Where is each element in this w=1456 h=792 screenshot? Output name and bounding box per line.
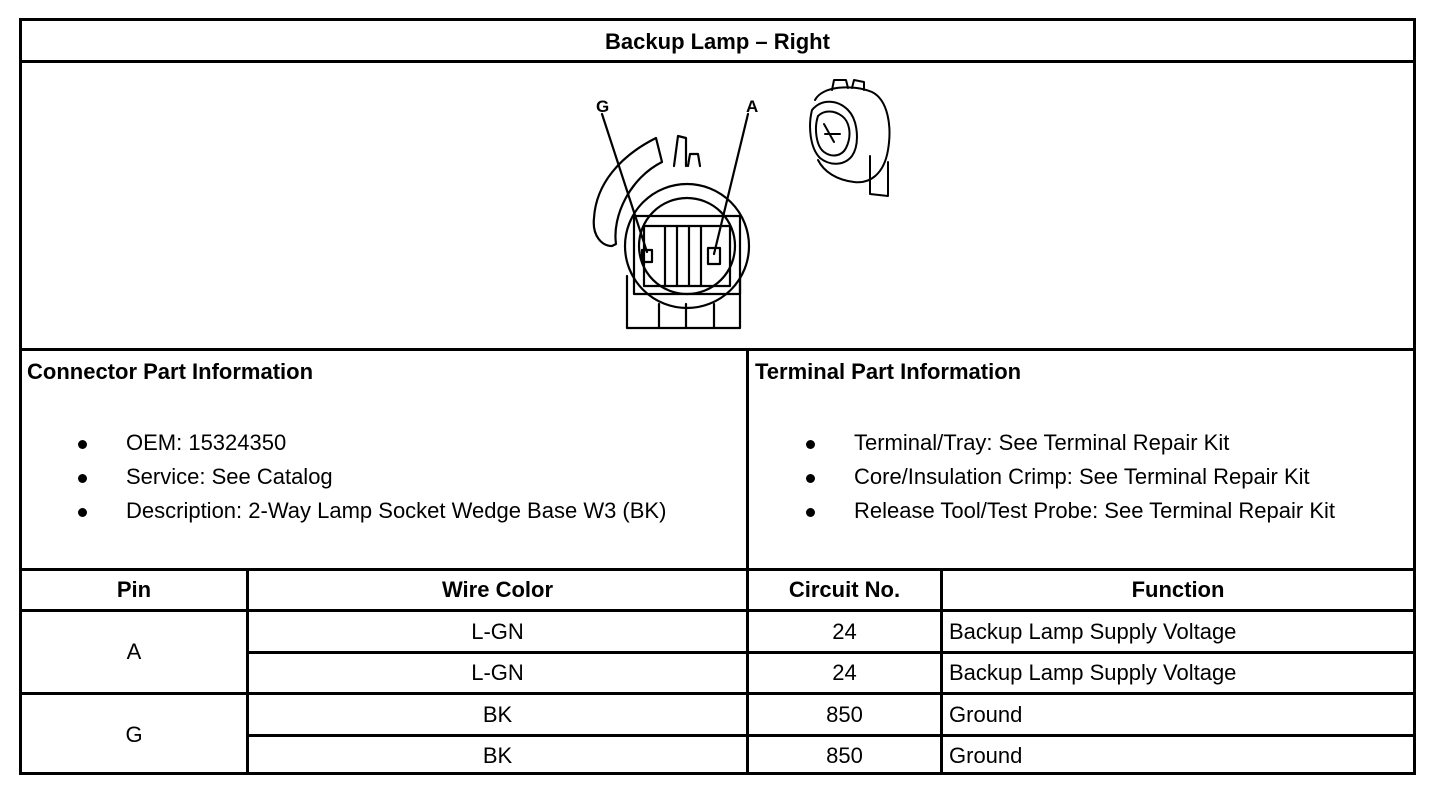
function-cell: Backup Lamp Supply Voltage — [949, 660, 1237, 685]
divider — [22, 348, 1413, 351]
wire-color-cell: BK — [482, 701, 513, 727]
bullet-icon — [806, 508, 815, 517]
divider — [746, 351, 749, 569]
terminal-info-heading: Terminal Part Information — [755, 359, 1022, 384]
bullet-icon — [78, 508, 87, 517]
function-cell: Ground — [949, 743, 1023, 768]
page-title: Backup Lamp – Right — [605, 29, 830, 54]
wire-color-cell: L-GN — [471, 618, 524, 644]
wire-color-cell: L-GN — [471, 660, 524, 685]
pin-cell-g: G — [125, 722, 143, 747]
bullet-icon — [806, 440, 815, 449]
pin-label-a: A — [746, 97, 759, 116]
column-header-function: Function — [1131, 577, 1225, 602]
circuit-cell: 850 — [826, 743, 863, 768]
connector-drawing — [22, 66, 1413, 349]
function-cell: Backup Lamp Supply Voltage — [949, 618, 1237, 644]
bullet-icon — [78, 440, 87, 449]
circuit-cell: 24 — [832, 618, 857, 644]
connector-sheet: Backup Lamp – Right G A Connector Part Information OEM: 15324350 Service: See Catalog Description: 2-Way Lamp Socket Wedge Base W3 (BK) Terminal Part Information Terminal/Tray: See Terminal Repair Kit Core/Insulation Crimp: See Terminal Repair Kit Release Tool/Test Probe: See Terminal Repair Kit Pin Wire Color Circuit No. Function A G L-GN 24 Backup Lamp Supply Voltage L-GN 24 Backup Lamp Supply Voltage BK 850 Ground BK 850 Ground — [19, 18, 1416, 775]
connector-diagram — [22, 66, 1413, 349]
column-header-circuit: Circuit No. — [788, 577, 901, 602]
bullet-icon — [806, 474, 815, 483]
bullet-icon — [78, 474, 87, 483]
divider — [22, 60, 1413, 63]
circuit-cell: 24 — [832, 660, 857, 685]
wire-color-cell: BK — [482, 743, 513, 768]
pin-label-g: G — [596, 97, 610, 116]
column-header-pin: Pin — [116, 577, 152, 602]
pin-cell-a: A — [126, 639, 142, 664]
column-header-wire-color: Wire Color — [441, 577, 554, 602]
connector-info-heading: Connector Part Information — [27, 359, 314, 384]
circuit-cell: 850 — [826, 701, 863, 727]
function-cell: Ground — [949, 701, 1023, 727]
